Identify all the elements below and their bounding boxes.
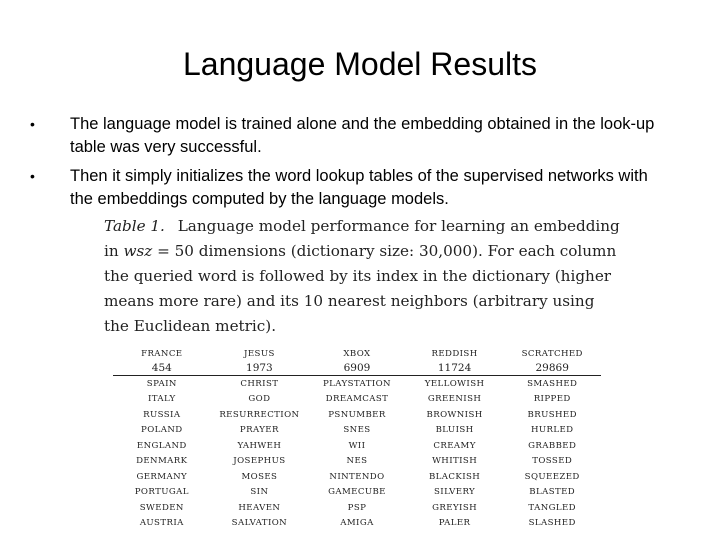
table-cell: PALER: [438, 518, 471, 529]
table-cell: BLUISH: [435, 425, 474, 436]
table-caption-math: wsz: [123, 242, 153, 260]
table-cell: PORTUGAL: [134, 487, 189, 498]
table-cell: YAHWEH: [237, 440, 282, 451]
bullet-dot-icon: •: [30, 116, 35, 132]
table-row: [113, 469, 601, 485]
table-cell: SWEDEN: [139, 502, 184, 513]
table-cell: TOSSED: [532, 456, 573, 467]
column-header: SCRATCHED: [521, 348, 583, 359]
table-cell: ENGLAND: [136, 440, 187, 451]
table-cell: PLAYSTATION: [322, 378, 391, 389]
table-cell: GRABBED: [528, 440, 577, 451]
table-cell: GREYISH: [432, 502, 477, 513]
table-cell: PRAYER: [239, 425, 279, 436]
table-cell: HURLED: [530, 425, 574, 436]
table-cell: SMASHED: [527, 378, 578, 389]
table-row: [113, 376, 601, 392]
table-cell: NES: [346, 456, 368, 467]
bullet-text: The language model is trained alone and the embedding obtained in the look-up table was very successful.: [70, 115, 655, 156]
table-caption-text: Language model performance for learning an embedding in: [104, 217, 620, 260]
table-cell: PSNUMBER: [328, 409, 386, 420]
table-cell: GERMANY: [136, 471, 188, 482]
bullet-dot-icon: •: [30, 168, 35, 184]
table-caption: [104, 214, 624, 339]
column-index: 29869: [503, 360, 601, 376]
table-cell: BROWNISH: [426, 409, 483, 420]
table-row: [113, 454, 601, 470]
column-header: FRANCE: [141, 348, 183, 359]
table-cell: DREAMCAST: [325, 394, 389, 405]
table-cell: NINTENDO: [329, 471, 385, 482]
table-caption-label: Table 1.: [104, 217, 165, 235]
bullet-item: [30, 165, 670, 211]
table-cell: SILVERY: [434, 487, 476, 498]
table-cell: WII: [348, 440, 366, 451]
table-cell: SQUEEZED: [524, 471, 580, 482]
table-cell: SALVATION: [231, 518, 288, 529]
results-table: [113, 347, 601, 531]
table-cell: MOSES: [241, 471, 278, 482]
table-cell: HEAVEN: [238, 502, 281, 513]
table-cell: GREENISH: [427, 394, 482, 405]
table-cell: CHRIST: [240, 378, 279, 389]
table-cell: POLAND: [141, 425, 183, 436]
table-cell: SPAIN: [146, 378, 177, 389]
table-row: [113, 438, 601, 454]
table-cell: WHITISH: [432, 456, 478, 467]
table-cell: GOD: [248, 394, 271, 405]
table-cell: ITALY: [147, 394, 176, 405]
table-cell: BRUSHED: [527, 409, 577, 420]
table-cell: GAMECUBE: [328, 487, 386, 498]
table-cell: DENMARK: [136, 456, 188, 467]
bullet-item: [30, 113, 670, 159]
table-cell: JOSEPHUS: [233, 456, 286, 467]
table-cell: RIPPED: [533, 394, 571, 405]
column-index: 11724: [406, 360, 504, 376]
column-header: XBOX: [343, 348, 371, 359]
table-cell: SLASHED: [528, 518, 576, 529]
bullet-text: Then it simply initializes the word lookup tables of the supervised networks with the embeddings computed by the language models.: [70, 167, 648, 208]
table-row: [113, 500, 601, 516]
column-header: JESUS: [244, 348, 275, 359]
table-cell: RESURRECTION: [219, 409, 300, 420]
table-cell: AUSTRIA: [139, 518, 184, 529]
table-row: [113, 423, 601, 439]
table-cell: YELLOWISH: [424, 378, 485, 389]
table-cell: SNES: [343, 425, 371, 436]
table-cell: CREAMY: [433, 440, 476, 451]
table-cell: SIN: [250, 487, 269, 498]
column-index: 6909: [308, 360, 406, 376]
table-cell: PSP: [347, 502, 367, 513]
table-row: [113, 516, 601, 532]
table-cell: AMIGA: [340, 518, 374, 529]
column-header: REDDISH: [431, 348, 478, 359]
table-cell: RUSSIA: [143, 409, 181, 420]
slide-title: Language Model Results: [182, 46, 537, 82]
table-cell: TANGLED: [528, 502, 576, 513]
table-row: [113, 407, 601, 423]
table-header-indices: [113, 360, 601, 376]
bullet-list: [30, 113, 670, 217]
table-row: [113, 485, 601, 501]
table-header-words: [113, 347, 601, 360]
table-cell: BLASTED: [529, 487, 576, 498]
column-index: 1973: [211, 360, 309, 376]
table-body: [113, 376, 601, 532]
table-row: [113, 392, 601, 408]
column-index: 454: [113, 360, 211, 376]
table-caption-text: = 50 dimensions (dictionary size: 30,000). For each column the queried word is followed by its index in the dictionary (higher means more rare) and its 10 nearest neighbors (arbitrary using the Euclidean metric).: [104, 242, 617, 335]
table-cell: BLACKISH: [428, 471, 481, 482]
